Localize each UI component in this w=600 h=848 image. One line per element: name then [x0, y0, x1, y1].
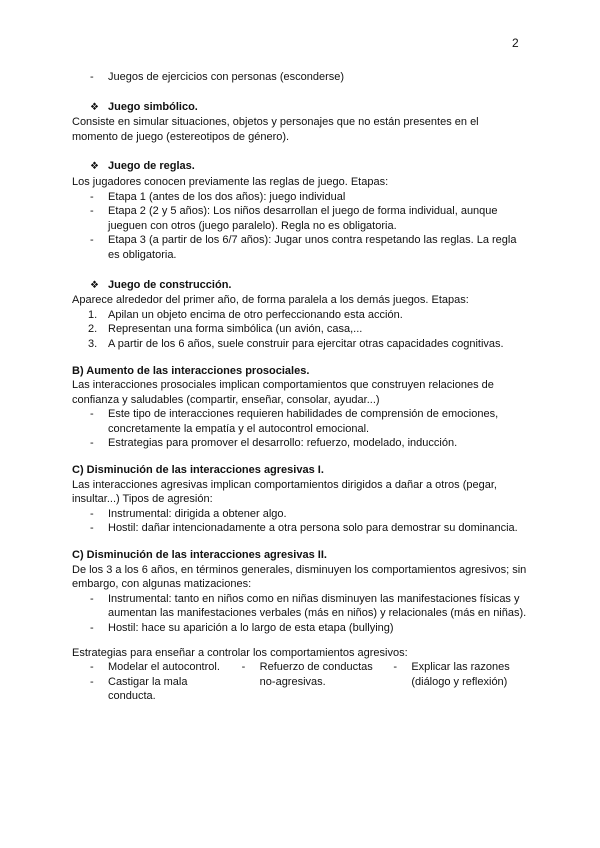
- list-item: - Etapa 3 (a partir de los 6/7 años): Jugar unos contra respetando las reglas. La regla es obligatoria.: [90, 234, 517, 261]
- paragraph: De los 3 a los 6 años, en términos generales, disminuyen los comportamientos agresivos; sin embargo, con algunas matizaciones:: [72, 563, 527, 591]
- page-number: 2: [512, 36, 519, 50]
- estrategias-columns: [72, 660, 527, 704]
- list-item: - Etapa 1 (antes de los dos años): juego individual: [90, 190, 346, 203]
- reglas-list: [72, 190, 527, 263]
- list-item: - Juegos de ejercicios con personas (esconderse): [90, 71, 345, 83]
- paragraph: Las interacciones prosociales implican comportamientos que construyen relaciones de confianza y saludables (compartir, enseñar, consolar, ayudar...): [72, 379, 494, 406]
- list-item: - Modelar el autocontrol.: [90, 661, 220, 674]
- paragraph: Las interacciones agresivas implican comportamientos dirigidos a dañar a otros (pegar, insultar...) Tipos de agresión:: [72, 478, 497, 506]
- diamond-bullet-icon: ❖: [90, 279, 99, 291]
- section-heading-agresivas-2: C) Disminución de las interacciones agresivas II.: [72, 549, 327, 562]
- paragraph: Los jugadores conocen previamente las reglas de juego. Etapas:: [72, 175, 389, 188]
- list-item: 3. A partir de los 6 años, suele construir para ejercitar otras capacidades cognitivas.: [88, 337, 504, 350]
- column-2: [224, 660, 376, 704]
- section-heading-agresivas-1: C) Disminución de las interacciones agresivas I.: [72, 464, 324, 477]
- page-content: [72, 70, 527, 704]
- column-3: [375, 660, 527, 704]
- list-item: - Hostil: hace su aparición a lo largo de esta etapa (bullying): [90, 622, 394, 634]
- column-1: [72, 660, 224, 704]
- paragraph: Estrategias para enseñar a controlar los comportamientos agresivos:: [72, 646, 408, 659]
- section-heading-prosociales: B) Aumento de las interacciones prosociales.: [72, 364, 310, 377]
- list-item: 2. Representan una forma simbólica (un avión, casa,...: [88, 323, 363, 336]
- heading-juego-construccion: ❖ Juego de construcción.: [72, 278, 527, 294]
- list-item: - Estrategias para promover el desarrollo: refuerzo, modelado, inducción.: [90, 437, 458, 450]
- paragraph: Consiste en simular situaciones, objetos y personajes que no están presentes en el momento de juego (estereotipos de género).: [72, 116, 479, 143]
- paragraph: Aparece alrededor del primer año, de forma paralela a los demás juegos. Etapas:: [72, 294, 469, 307]
- heading-juego-simbolico: ❖ Juego simbólico.: [72, 100, 527, 116]
- list-item: 1. Apilan un objeto encima de otro perfeccionando esta acción.: [88, 308, 403, 321]
- list-item: - Etapa 2 (2 y 5 años): Los niños desarrollan el juego de forma individual, aunque jueguen con otros (juego paralelo). Regla no es obligatoria.: [90, 205, 498, 232]
- diamond-bullet-icon: ❖: [90, 161, 99, 173]
- prosociales-list: [72, 407, 527, 451]
- list-item: - Instrumental: tanto en niños como en niñas disminuyen las manifestaciones físicas y aumentan las manifestaciones verbales (más en niños) y relacionales (más en niñas).: [90, 592, 527, 620]
- list-item: - Refuerzo de conductas no-agresivas.: [241, 661, 373, 688]
- list-item: - Hostil: dañar intencionadamente a otra persona solo para demostrar su dominancia.: [90, 522, 518, 535]
- list-item: - Castigar la mala conducta.: [90, 675, 188, 703]
- list-item: - Este tipo de interacciones requieren habilidades de comprensión de emociones, concretamente la empatía y el autocontrol emocional.: [90, 408, 499, 435]
- list-item: - Instrumental: dirigida a obtener algo.: [90, 507, 287, 520]
- intro-list: [72, 70, 527, 85]
- construccion-list: [72, 308, 527, 352]
- agresivas2-list: [72, 592, 527, 636]
- diamond-bullet-icon: ❖: [90, 101, 99, 113]
- heading-juego-reglas: ❖ Juego de reglas.: [72, 159, 527, 175]
- agresivas1-list: [72, 507, 527, 536]
- list-item: - Explicar las razones (diálogo y reflexión): [393, 661, 510, 688]
